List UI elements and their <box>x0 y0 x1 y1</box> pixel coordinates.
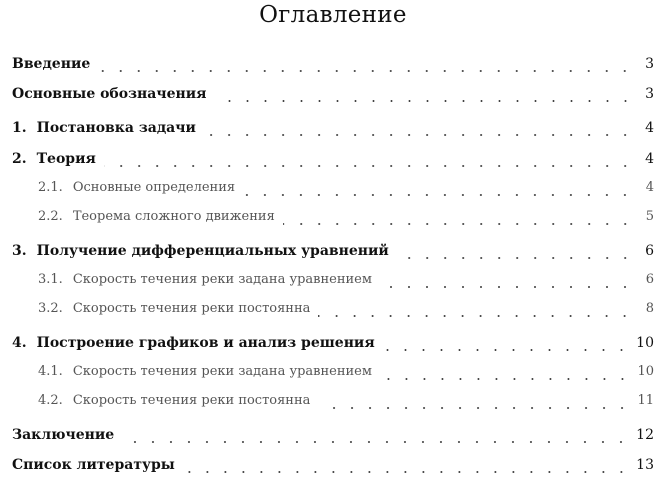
toc-entry-page-number: 10 <box>637 364 654 379</box>
dot-leader <box>283 212 634 226</box>
toc-entry-page-number: 11 <box>637 393 654 408</box>
dot-leader <box>204 123 634 137</box>
dot-leader <box>383 338 631 352</box>
toc-entry-label: Скорость течения реки задана уравнением <box>72 272 372 287</box>
dot-leader <box>104 154 634 168</box>
toc-entry-label: Получение дифференциальных уравнений <box>36 243 389 259</box>
toc-subentry[interactable] <box>0 209 666 231</box>
toc-entry-page-number: 6 <box>645 272 654 287</box>
toc-entry-label: Построение графиков и анализ решения <box>36 335 375 351</box>
toc-entry[interactable] <box>0 86 666 108</box>
toc-entry-number: 2.2. <box>38 209 63 224</box>
toc-entry[interactable] <box>0 120 666 142</box>
dot-leader <box>122 430 630 444</box>
dot-leader <box>215 89 635 103</box>
toc-entry-page-number: 10 <box>636 335 654 351</box>
toc-entry-label: Теория <box>36 151 96 167</box>
dot-leader <box>98 59 634 73</box>
dot-leader <box>318 396 631 410</box>
page-title: Оглавление <box>259 2 407 28</box>
toc-entry[interactable] <box>0 335 666 357</box>
toc-entry[interactable] <box>0 243 666 265</box>
toc-entry-number: 2.1. <box>38 180 63 195</box>
dot-leader <box>380 275 634 289</box>
toc-entry-number: 1. <box>12 120 27 136</box>
toc-entry-number: 4. <box>12 335 27 351</box>
toc-entry-number: 4.1. <box>38 364 63 379</box>
toc-entry-label: Введение <box>12 56 91 72</box>
toc-entry-number: 3. <box>12 243 27 259</box>
dot-leader <box>183 460 630 474</box>
dot-leader <box>397 246 634 260</box>
toc-subentry[interactable] <box>0 180 666 202</box>
toc-entry-page-number: 4 <box>645 120 654 136</box>
dot-leader <box>243 183 634 197</box>
toc-entry[interactable] <box>0 427 666 449</box>
toc-entry-page-number: 13 <box>636 457 654 473</box>
toc-entry-label: Список литературы <box>12 457 175 473</box>
toc-entry-number: 4.2. <box>38 393 63 408</box>
toc-entry-number: 3.2. <box>38 301 63 316</box>
toc-entry-label: Скорость течения реки постоянна <box>72 393 311 408</box>
toc-entry-page-number: 6 <box>645 243 654 259</box>
dot-leader <box>380 367 631 381</box>
toc-entry-label: Скорость течения реки постоянна <box>72 301 311 316</box>
toc-entry-page-number: 8 <box>645 301 654 316</box>
toc-entry-label: Основные обозначения <box>12 86 207 102</box>
toc-entry[interactable] <box>0 457 666 479</box>
toc-entry-page-number: 3 <box>645 56 654 72</box>
toc-subentry[interactable] <box>0 393 666 415</box>
dot-leader <box>318 304 634 318</box>
toc-entry-page-number: 12 <box>636 427 654 443</box>
toc-entry-number: 2. <box>12 151 27 167</box>
toc-entry-label: Скорость течения реки задана уравнением <box>72 364 372 379</box>
toc-entry-label: Теорема сложного движения <box>72 209 275 224</box>
toc-entry-page-number: 3 <box>645 86 654 102</box>
toc-entry[interactable] <box>0 56 666 78</box>
toc-entry-page-number: 5 <box>645 209 654 224</box>
toc-entry-label: Основные определения <box>72 180 236 195</box>
toc-subentry[interactable] <box>0 364 666 386</box>
toc-entry-page-number: 4 <box>645 180 654 195</box>
toc-entry-label: Постановка задачи <box>36 120 196 136</box>
toc-entry-label: Заключение <box>12 427 115 443</box>
toc-subentry[interactable] <box>0 301 666 323</box>
toc-entry-number: 3.1. <box>38 272 63 287</box>
toc-subentry[interactable] <box>0 272 666 294</box>
toc-entry-page-number: 4 <box>645 151 654 167</box>
toc-entry[interactable] <box>0 151 666 173</box>
